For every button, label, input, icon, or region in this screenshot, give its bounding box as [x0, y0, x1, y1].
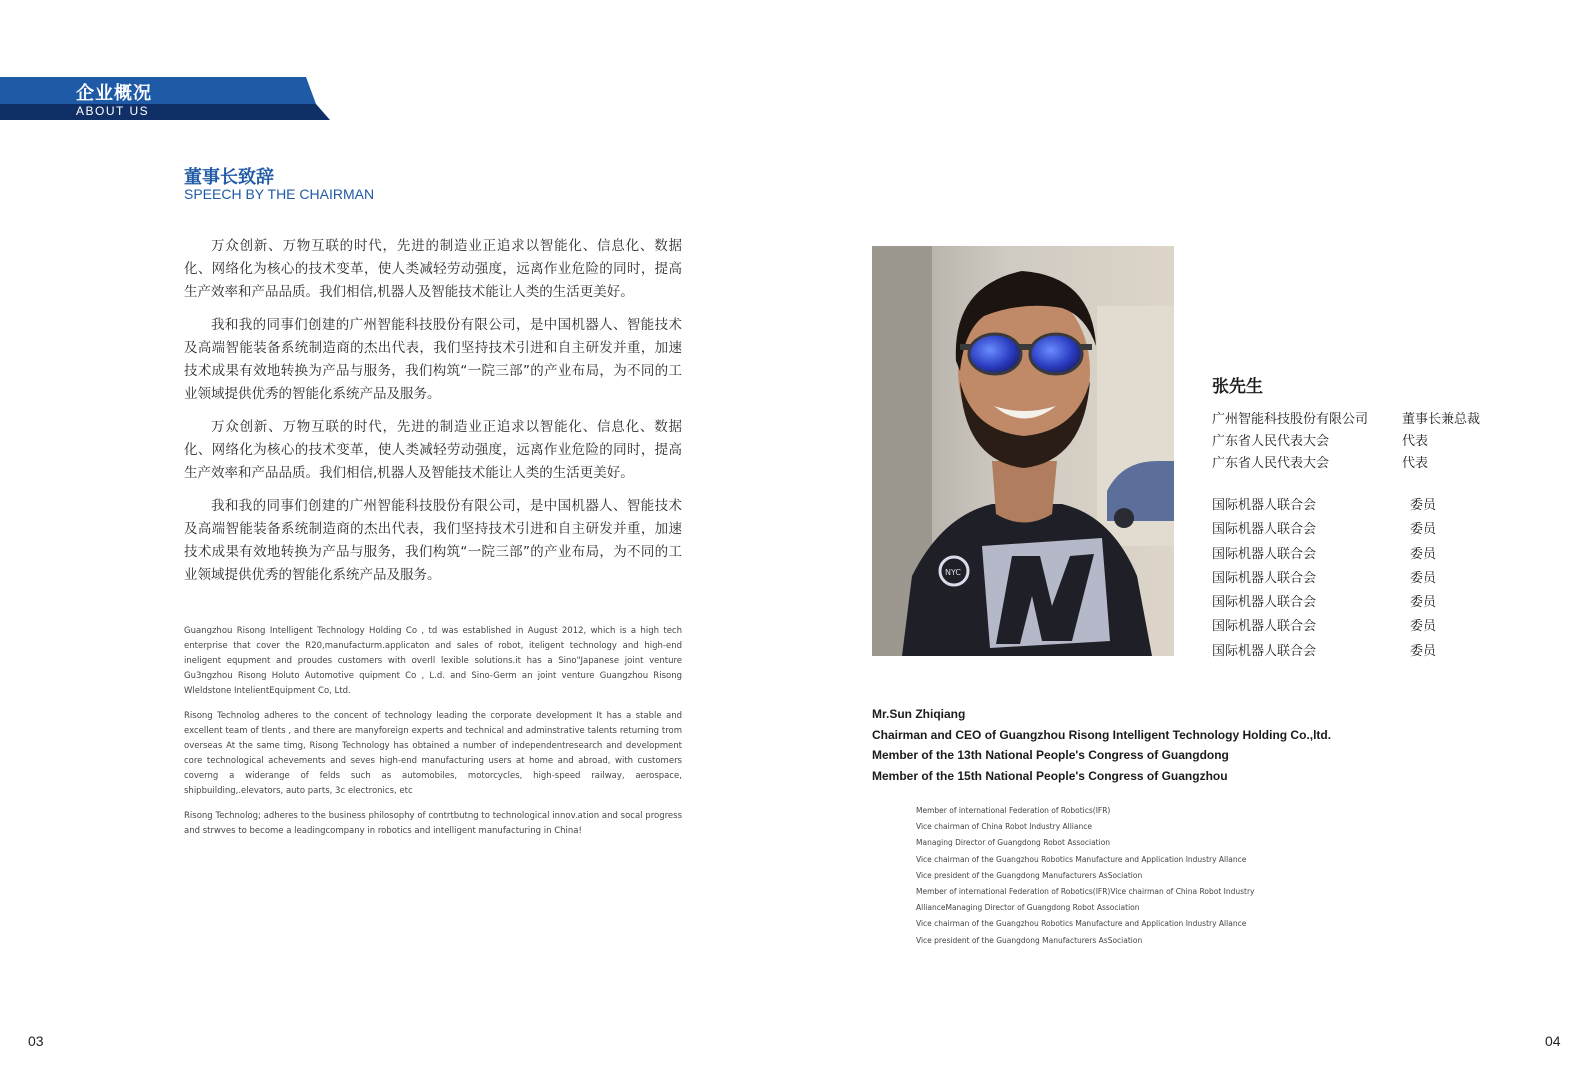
title-row [1212, 409, 1480, 431]
membership-row [1212, 640, 1436, 664]
shirt-logo-text: NYC [945, 568, 962, 577]
chairman-memberships [1212, 494, 1436, 664]
section-title-en: ABOUT US [76, 104, 150, 118]
membership-org: 国际机器人联合会 [1212, 522, 1317, 538]
chairman-titles [1212, 409, 1480, 475]
title-org: 广东省人民代表大会 [1212, 456, 1330, 471]
role-line: Vice chairman of the Guangzhou Robotics Manufacture and Application Industry Allance [916, 854, 1247, 864]
membership-row [1212, 494, 1436, 518]
membership-role: 委员 [1410, 546, 1437, 562]
membership-org: 国际机器人联合会 [1212, 546, 1317, 562]
membership-row [1212, 615, 1436, 639]
role-line: Member of international Federation of Robotics(IFR) [916, 806, 1111, 815]
speech-body-en [184, 624, 682, 849]
section-title-cn: 企业概况 [76, 83, 152, 104]
chairman-name-en: Mr.Sun Zhiqiang [872, 707, 966, 721]
membership-row [1212, 543, 1436, 567]
speech-paragraph-cn: 我和我的同事们创建的广州智能科技股份有限公司，是中国机器人、智能技术及高端智能装备系统制造商的杰出代表，我们坚持技术引进和自主研发并重，加速技术成果有效地转换为产品与服务，我们构筑“一院三部”的产业布局，为不同的工业领域提供优秀的智能化系统产品及服务。 [184, 498, 682, 583]
membership-org: 国际机器人联合会 [1212, 498, 1317, 513]
page-number-right: 04 [1545, 1033, 1561, 1049]
speech-paragraph-en: Risong Technolog adheres to the concent of technology leading the corporate development It has a stable and excellent team of tlents , and there are manyforeign experts and technical and adminstrative talents returning trom overseas At the same timg, Risong Technology has obtained a number of independentresearch and development core technological achevements and seves high-end manufacturing users at home and abroad, with customers coverng a widerange of felds such as automobiles, motorcycles, high-speed railway, aerospace, shipbuilding,.elevators, auto parts, 3c electronics, etc [184, 711, 682, 796]
title-role: 代表 [1402, 434, 1429, 449]
membership-org: 国际机器人联合会 [1212, 643, 1317, 659]
section-header-banner [0, 77, 330, 121]
role-line: Vice chairman of the Guangzhou Robotics Manufacture and Application Industry Allance [916, 919, 1247, 929]
speech-title-cn: 董事长致辞 [184, 167, 274, 188]
chairman-profile-en [872, 704, 1331, 786]
title-row [1212, 453, 1480, 475]
title-org: 广州智能科技股份有限公司 [1212, 412, 1369, 427]
speech-paragraph-cn: 万众创新、万物互联的时代，先进的制造业正追求以智能化、信息化、数据化、网络化为核心的技术变革，使人类减轻劳动强度，远离作业危险的同时，提高生产效率和产品品质。我们相信,机器人及智能技术能让人类的生活更美好。 [184, 238, 682, 300]
role-line: Member of international Federation of Robotics(IFR)Vice chairman of China Robot Industry [916, 887, 1255, 897]
membership-row [1212, 518, 1436, 542]
chairman-roles-en [916, 803, 1255, 949]
speech-paragraph-cn: 万众创新、万物互联的时代，先进的制造业正追求以智能化、信息化、数据化、网络化为核心的技术变革，使人类减轻劳动强度，远离作业危险的同时，提高生产效率和产品品质。我们相信,机器人及智能技术能让人类的生活更美好。 [184, 419, 682, 481]
membership-role: 委员 [1410, 570, 1437, 586]
speech-paragraph-en: Guangzhou Risong Intelligent Technology Holding Co , td was established in August 2012, which is a high tech enterprise that cover the R20,manufacturm.applicaton and sales of robot, iteligent technology and high-end ineligent equpment and proudes customers with overll lexible solutions.it has a Sino"Japanese joint venture Gu3ngzhou Risong Holuto Automotive quipment Co , L.d. and Sino-Germ an joint venture Guangzhou Risong Wleldstone IntelientEquipment Co, Ltd. [184, 626, 682, 696]
chairman-title-en: Member of the 13th National People's Congress of Guangdong [872, 748, 1229, 762]
membership-role: 委员 [1410, 619, 1437, 635]
chairman-portrait-photo [872, 246, 1174, 656]
membership-row [1212, 567, 1436, 591]
chairman-name-cn: 张先生 [1212, 377, 1263, 397]
membership-row [1212, 591, 1436, 615]
role-line: AllianceManaging Director of Guangdong Robot Association [916, 903, 1140, 913]
chairman-title-en: Member of the 15th National People's Congress of Guangzhou [872, 768, 1228, 783]
membership-role: 委员 [1410, 595, 1437, 611]
membership-role: 委员 [1410, 498, 1437, 513]
membership-role: 委员 [1410, 522, 1437, 538]
membership-org: 国际机器人联合会 [1212, 595, 1317, 611]
role-line: Vice president of the Guangdong Manufacturers AsSociation [916, 935, 1143, 945]
title-row [1212, 431, 1480, 453]
title-org: 广东省人民代表大会 [1212, 434, 1330, 449]
title-role: 董事长兼总裁 [1402, 412, 1481, 427]
speech-body-cn [184, 235, 682, 597]
role-line: Vice chairman of China Robot Industry Alliance [916, 822, 1092, 832]
portrait-illustration [872, 246, 1174, 656]
banner-shape [0, 77, 330, 121]
membership-org: 国际机器人联合会 [1212, 570, 1317, 586]
speech-paragraph-en: Risong Technolog; adheres to the business philosophy of contrtbutng to technological innov.ation and socal progress and strwves to become a leadingcompany in robotics and intelligent manufacturing in China! [184, 811, 682, 836]
role-line: Managing Director of Guangdong Robot Association [916, 838, 1111, 848]
page-number-left: 03 [28, 1033, 44, 1049]
speech-paragraph-cn: 我和我的同事们创建的广州智能科技股份有限公司，是中国机器人、智能技术及高端智能装备系统制造商的杰出代表，我们坚持技术引进和自主研发并重，加速技术成果有效地转换为产品与服务，我们构筑“一院三部”的产业布局，为不同的工业领域提供优秀的智能化系统产品及服务。 [184, 317, 682, 402]
chairman-title-en: Chairman and CEO of Guangzhou Risong Intelligent Technology Holding Co.,ltd. [872, 727, 1332, 742]
role-line: Vice president of the Guangdong Manufacturers AsSociation [916, 870, 1143, 880]
speech-title-en: SPEECH BY THE CHAIRMAN [184, 186, 375, 202]
title-role: 代表 [1402, 456, 1429, 471]
membership-role: 委员 [1410, 643, 1437, 659]
membership-org: 国际机器人联合会 [1212, 619, 1317, 635]
